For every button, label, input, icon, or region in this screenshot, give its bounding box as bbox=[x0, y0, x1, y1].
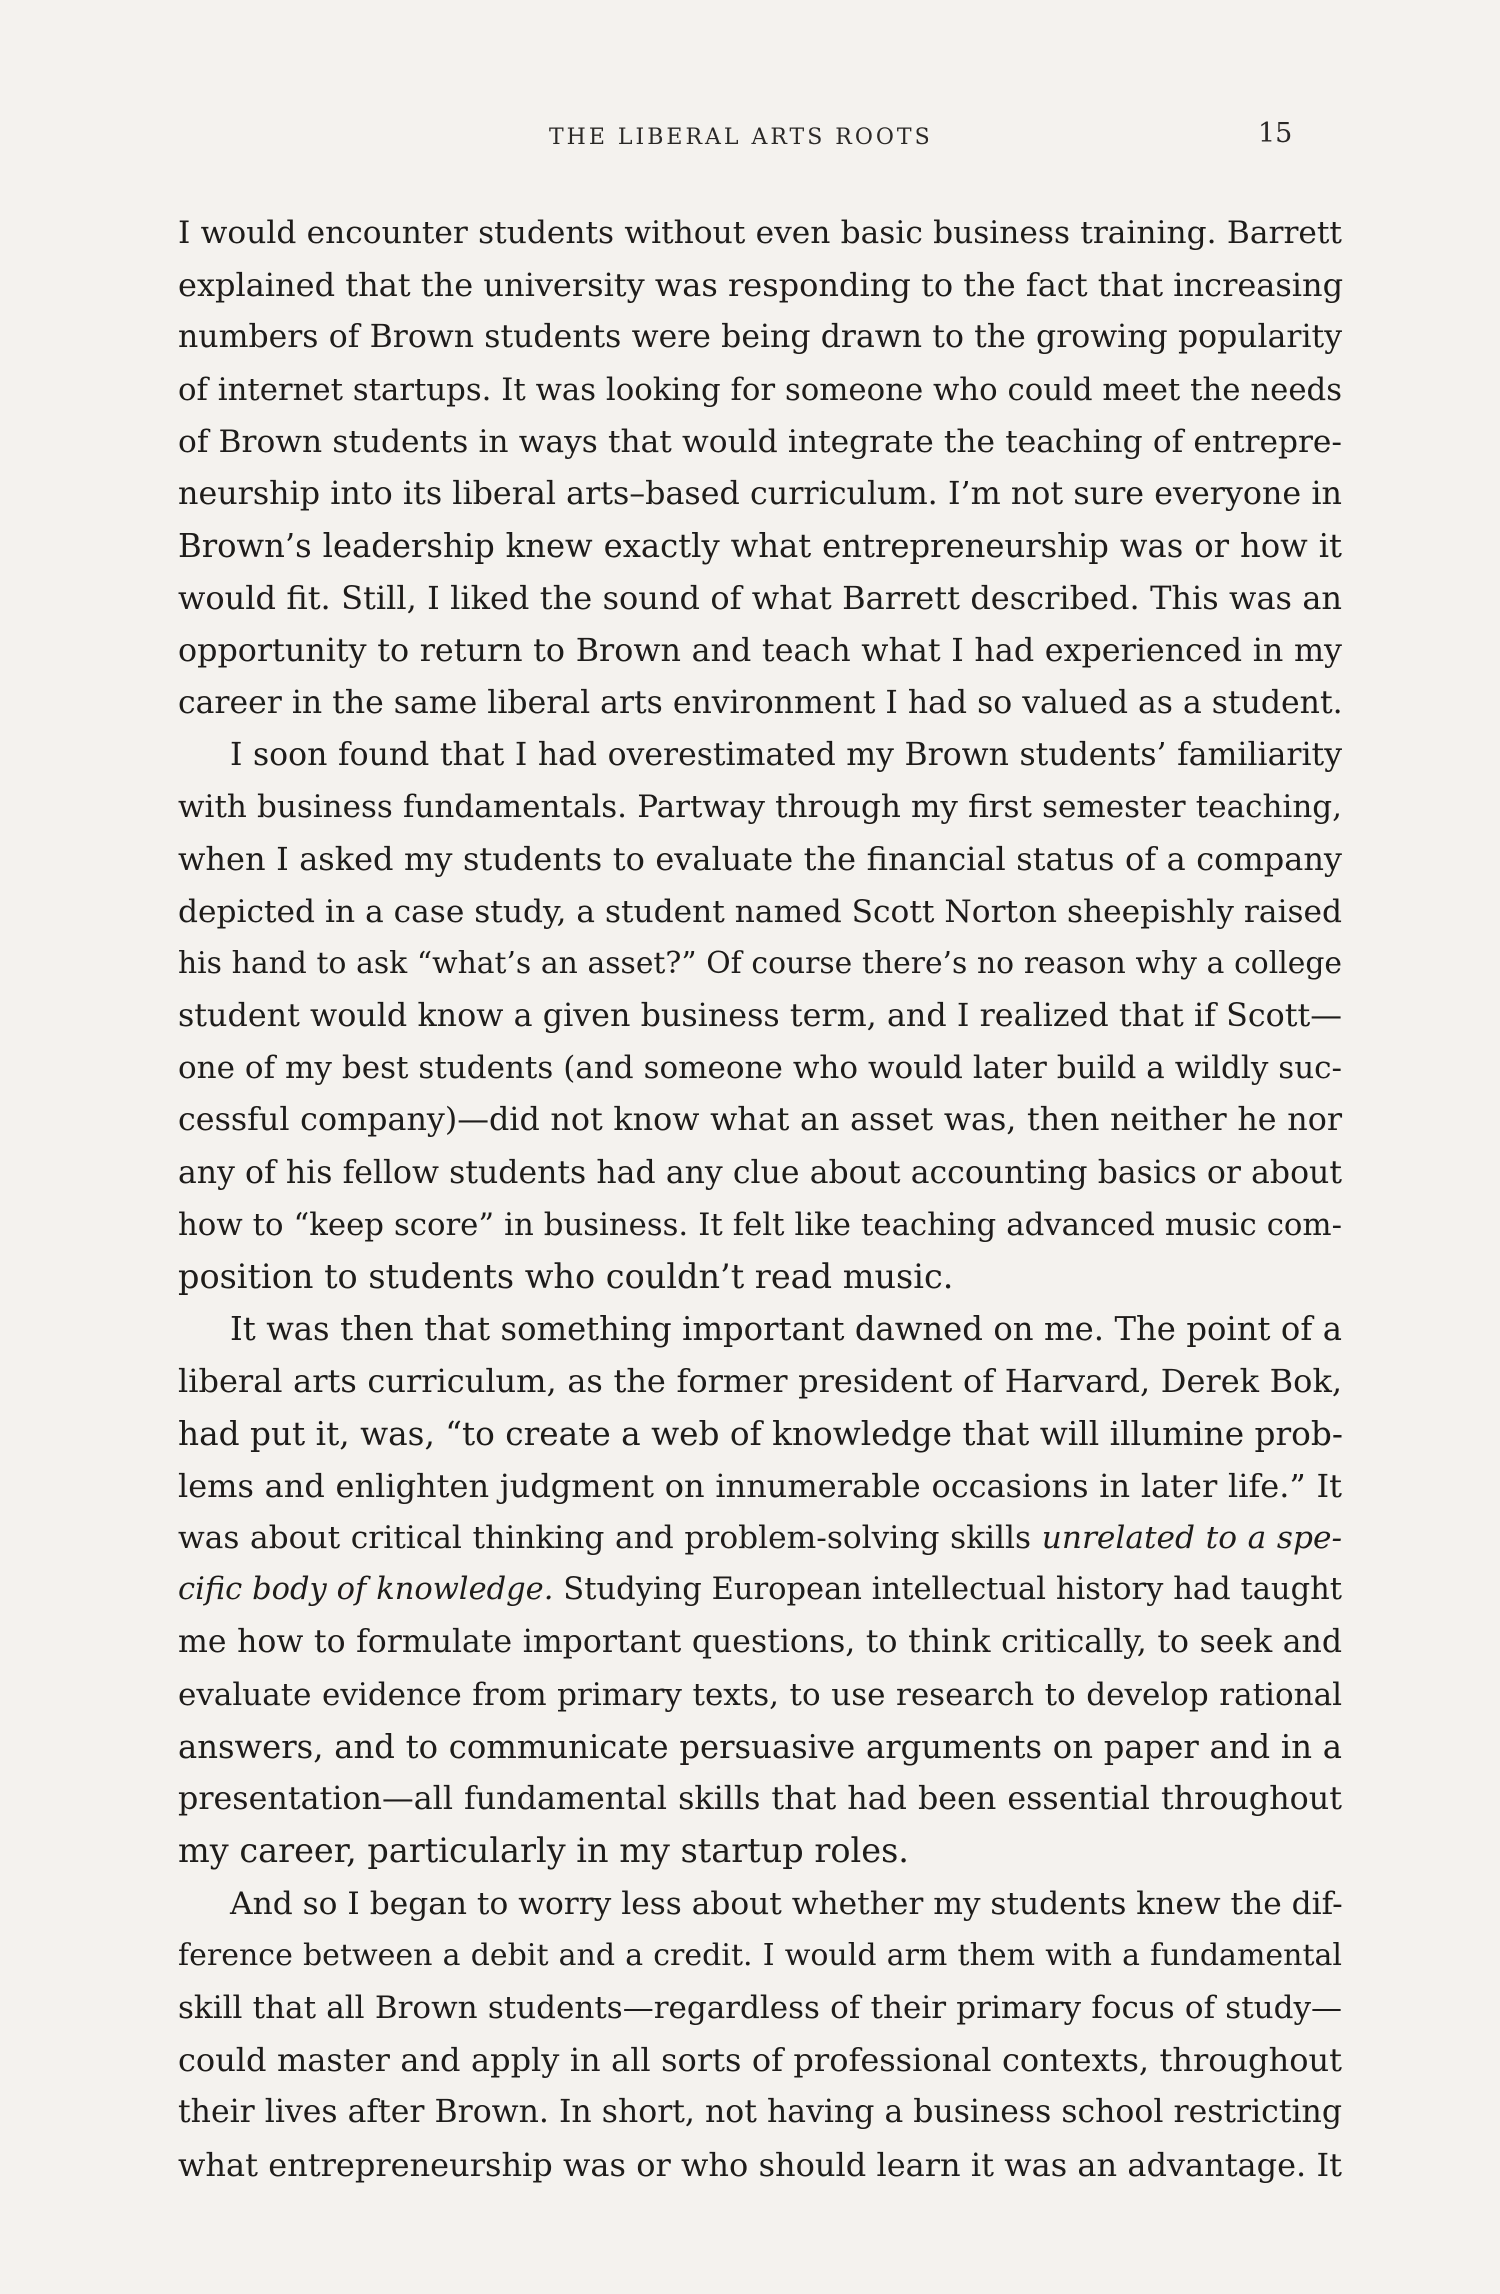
text-line: explained that the university was responding to the fact that increasing bbox=[178, 266, 1344, 305]
text-line: neurship into its liberal arts–based curriculum. I’m not sure everyone in bbox=[178, 476, 1342, 513]
text-line: student would know a given business term, and I realized that if Scott— bbox=[178, 998, 1342, 1035]
text-line: his hand to ask “what’s an asset?” Of course there’s no reason why a college bbox=[178, 945, 1342, 981]
text-line: cessful company)—did not know what an asset was, then neither he nor bbox=[178, 1102, 1342, 1139]
italic-phrase: cific body of knowledge. bbox=[178, 1572, 554, 1608]
text-segment: was about critical thinking and problem-solving skills bbox=[178, 1520, 1042, 1557]
text-line: lems and enlighten judgment on innumerable occasions in later life.” It bbox=[178, 1466, 1342, 1505]
text-line bbox=[178, 1564, 1342, 1616]
text-line: with business fundamentals. Partway through my first semester teaching, bbox=[178, 789, 1342, 826]
text-line: I would encounter students without even basic business training. Barrett bbox=[178, 215, 1342, 251]
text-line: presentation—all fundamental skills that had been essential throughout bbox=[178, 1781, 1342, 1818]
text-line: of internet startups. It was looking for someone who could meet the needs bbox=[178, 371, 1342, 408]
text-segment: Studying European intellectual history had taught bbox=[553, 1572, 1342, 1608]
text-line: position to students who couldn’t read music. bbox=[178, 1257, 954, 1297]
text-line: evaluate evidence from primary texts, to use research to develop rational bbox=[178, 1676, 1342, 1713]
text-line: skill that all Brown students—regardless of their primary focus of study— bbox=[178, 1989, 1342, 2026]
text-line: their lives after Brown. In short, not having a business school restricting bbox=[178, 2094, 1342, 2131]
text-line: And so I began to worry less about whether my students knew the dif- bbox=[230, 1885, 1343, 1922]
text-line: me how to formulate important questions, to think critically, to seek and bbox=[178, 1624, 1342, 1661]
text-line: how to “keep score” in business. It felt like teaching advanced music com- bbox=[178, 1206, 1342, 1243]
text-line: Brown’s leadership knew exactly what entrepreneurship was or how it bbox=[178, 527, 1342, 566]
paragraph-1 bbox=[178, 207, 1342, 729]
italic-phrase: unrelated to a spe- bbox=[1041, 1520, 1343, 1557]
text-line: opportunity to return to Brown and teach what I had experienced in my bbox=[178, 632, 1342, 669]
text-line: It was then that something important dawned on me. The point of a bbox=[230, 1310, 1342, 1349]
text-line: one of my best students (and someone who would later build a wildly suc- bbox=[178, 1050, 1342, 1087]
text-line: of Brown students in ways that would integrate the teaching of entrepre- bbox=[178, 423, 1342, 460]
text-line: I soon found that I had overestimated my Brown students’ familiarity bbox=[230, 737, 1342, 774]
text-line: when I asked my students to evaluate the financial status of a company bbox=[178, 840, 1342, 879]
text-line: depicted in a case study, a student named Scott Norton sheepishly raised bbox=[178, 893, 1342, 930]
text-line: liberal arts curriculum, as the former president of Harvard, Derek Bok, bbox=[178, 1362, 1342, 1401]
paragraph-4 bbox=[178, 1878, 1342, 2191]
text-line: any of his fellow students had any clue about accounting basics or about bbox=[178, 1154, 1342, 1191]
text-line: had put it, was, “to create a web of knowledge that will illumine prob- bbox=[178, 1414, 1343, 1453]
text-line: my career, particularly in my startup roles. bbox=[178, 1831, 909, 1871]
paragraph-3 bbox=[178, 1303, 1342, 1877]
text-line: answers, and to communicate persuasive arguments on paper and in a bbox=[178, 1727, 1342, 1766]
text-line: could master and apply in all sorts of professional contexts, throughout bbox=[178, 2041, 1342, 2080]
running-head: THE LIBERAL ARTS ROOTS bbox=[549, 125, 933, 150]
body-text bbox=[178, 207, 1342, 2191]
text-line: ference between a debit and a credit. I would arm them with a fundamental bbox=[178, 1937, 1342, 1973]
paragraph-2 bbox=[178, 729, 1342, 1303]
text-line: what entrepreneurship was or who should learn it was an advantage. It bbox=[178, 2145, 1342, 2184]
text-line: numbers of Brown students were being drawn to the growing popularity bbox=[178, 319, 1342, 356]
text-line: career in the same liberal arts environment I had so valued as a student. bbox=[178, 684, 1343, 721]
page-number: 15 bbox=[1258, 118, 1293, 149]
text-line bbox=[178, 1512, 1342, 1564]
text-line: would fit. Still, I liked the sound of what Barrett described. This was an bbox=[178, 579, 1342, 618]
